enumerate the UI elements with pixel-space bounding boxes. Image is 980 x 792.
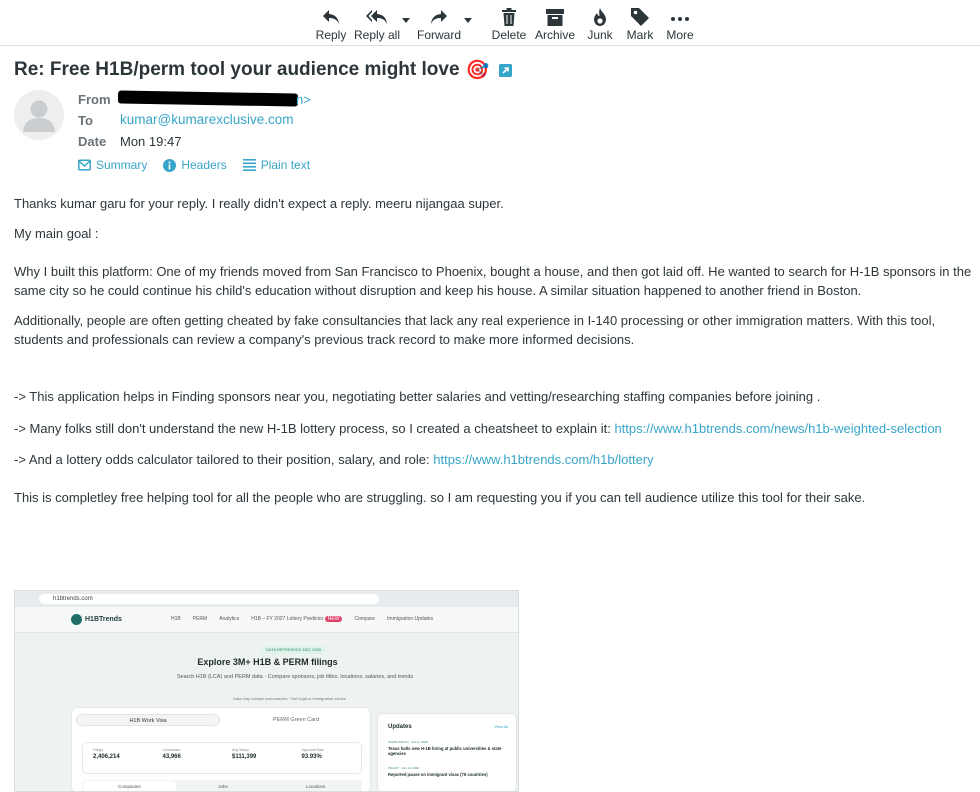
forward-dropdown-icon[interactable] (463, 14, 473, 26)
lottery-calculator-link[interactable]: https://www.h1btrends.com/h1b/lottery (433, 452, 654, 467)
preview-subtitle: Search H1B (LCA) and PERM data · Compare sponsors, job titles, locations, salaries, and trends (176, 674, 414, 680)
sender-avatar (14, 90, 64, 140)
message-subject (14, 58, 914, 82)
preview-logo: H1BTrends (71, 614, 122, 625)
to-label: To (78, 113, 93, 128)
more-dots-icon (671, 0, 689, 26)
trash-icon (501, 0, 517, 26)
reply-all-dropdown-icon[interactable] (401, 14, 411, 26)
reply-all-icon (365, 0, 389, 26)
fire-icon (592, 0, 608, 26)
tag-icon (631, 0, 649, 26)
preview-stats: Filings 2,406,214 Companies 43,966 Avg Salary $111,399 Approval Rate 93.93% (82, 742, 362, 774)
person-icon (14, 90, 64, 140)
date-label: Date (78, 134, 107, 149)
preview-tab-perm: PERM Green Card (272, 717, 320, 723)
preview-updates-panel: Updates View All STATE POLICY · Feb 2, 2026 Texas halts new H-1B hiring at public universities & state agencies POLICY · Jan 14, 2026 Reported pause on immigrant visas (75 countries) (377, 713, 517, 792)
plain-text-tab[interactable]: Plain text (243, 156, 310, 174)
redacted-sender (118, 90, 298, 106)
more-button[interactable]: More (664, 0, 696, 46)
text-lines-icon (243, 159, 256, 171)
target-emoji-icon: 🎯 (465, 60, 490, 81)
archive-icon (546, 0, 564, 26)
preview-title: Explore 3M+ H1B & PERM filings (197, 657, 338, 667)
logo-icon (71, 614, 82, 625)
forward-button[interactable]: Forward (416, 0, 462, 46)
weighted-selection-link[interactable]: https://www.h1btrends.com/news/h1b-weighted-selection (614, 421, 942, 436)
body-paragraph: This is completley free helping tool for all the people who are struggling. so I am requesting you if you can tell audience utilize this tool for their sake. (14, 490, 866, 505)
body-paragraph: My main goal : (14, 226, 99, 241)
forward-icon (429, 0, 449, 26)
preview-warning: Data may contain inaccuracies · Not legal or immigration advice (233, 696, 346, 701)
preview-url: h1btrends.com (39, 594, 379, 604)
from-label: From (78, 92, 111, 107)
summary-tab[interactable]: Summary (78, 156, 147, 174)
envelope-icon (78, 159, 91, 171)
preview-subtabs: Companies Jobs Locations (82, 780, 362, 792)
open-in-new-window-icon[interactable] (499, 64, 512, 77)
reply-all-button[interactable]: Reply all (354, 0, 400, 46)
preview-navbar (15, 607, 519, 633)
headers-tab[interactable]: Headers (163, 156, 226, 174)
to-address-link[interactable]: kumar@kumarexclusive.com (120, 112, 294, 127)
from-value[interactable]: n> (296, 92, 311, 107)
delete-button[interactable]: Delete (491, 0, 527, 46)
info-icon (163, 159, 176, 172)
preview-badge: DATA REFRESHED DEC 2026 (261, 646, 326, 654)
body-paragraph: -> Many folks still don't understand the new H-1B lottery process, so I created a cheatsheet to explain it: https://www.h1btrends.com/news/h1b-weighted-selection (14, 421, 942, 436)
preview-tab-h1b: H1B Work Visa (76, 714, 220, 726)
archive-button[interactable]: Archive (534, 0, 576, 46)
message-toolbar (0, 0, 980, 46)
date-value: Mon 19:47 (120, 134, 182, 149)
body-paragraph: -> And a lottery odds calculator tailored to their position, salary, and role: https://www.h1btrends.com/h1b/lottery (14, 452, 654, 467)
mark-button[interactable]: Mark (624, 0, 656, 46)
body-paragraph: Why I built this platform: One of my friends moved from San Francisco to Phoenix, bought a house, and then got laid off. He wanted to search for H-1B sponsors in the same city so he could continue his child's education without disruption and keep his house. A similar situation happened to another friend in Boston. (14, 264, 972, 298)
body-paragraph: -> This application helps in Finding sponsors near you, negotiating better salaries and vetting/researching staffing companies before joining . (14, 389, 821, 404)
junk-button[interactable]: Junk (584, 0, 616, 46)
preview-browser-bar (15, 591, 519, 607)
message-body (14, 194, 976, 507)
reply-button[interactable]: Reply (314, 0, 348, 46)
embedded-website-screenshot[interactable] (14, 590, 519, 792)
preview-search-card (71, 707, 371, 792)
reply-icon (321, 0, 341, 26)
subject-text: Re: Free H1B/perm tool your audience might love (14, 59, 460, 80)
body-paragraph: Additionally, people are often getting cheated by fake consultancies that lack any real experience in I-140 processing or other immigration matters. With this tool, students and professionals can review a company's previous track record to make more informed decisions. (14, 313, 936, 347)
preview-menu: H1B PERM Analytics H1B – FY 2027 Lottery Predictor NEW Compare Immigration Updates (171, 616, 434, 622)
header-view-tabs (78, 156, 310, 174)
body-paragraph: Thanks kumar garu for your reply. I really didn't expect a reply. meeru nijangaa super. (14, 196, 504, 211)
